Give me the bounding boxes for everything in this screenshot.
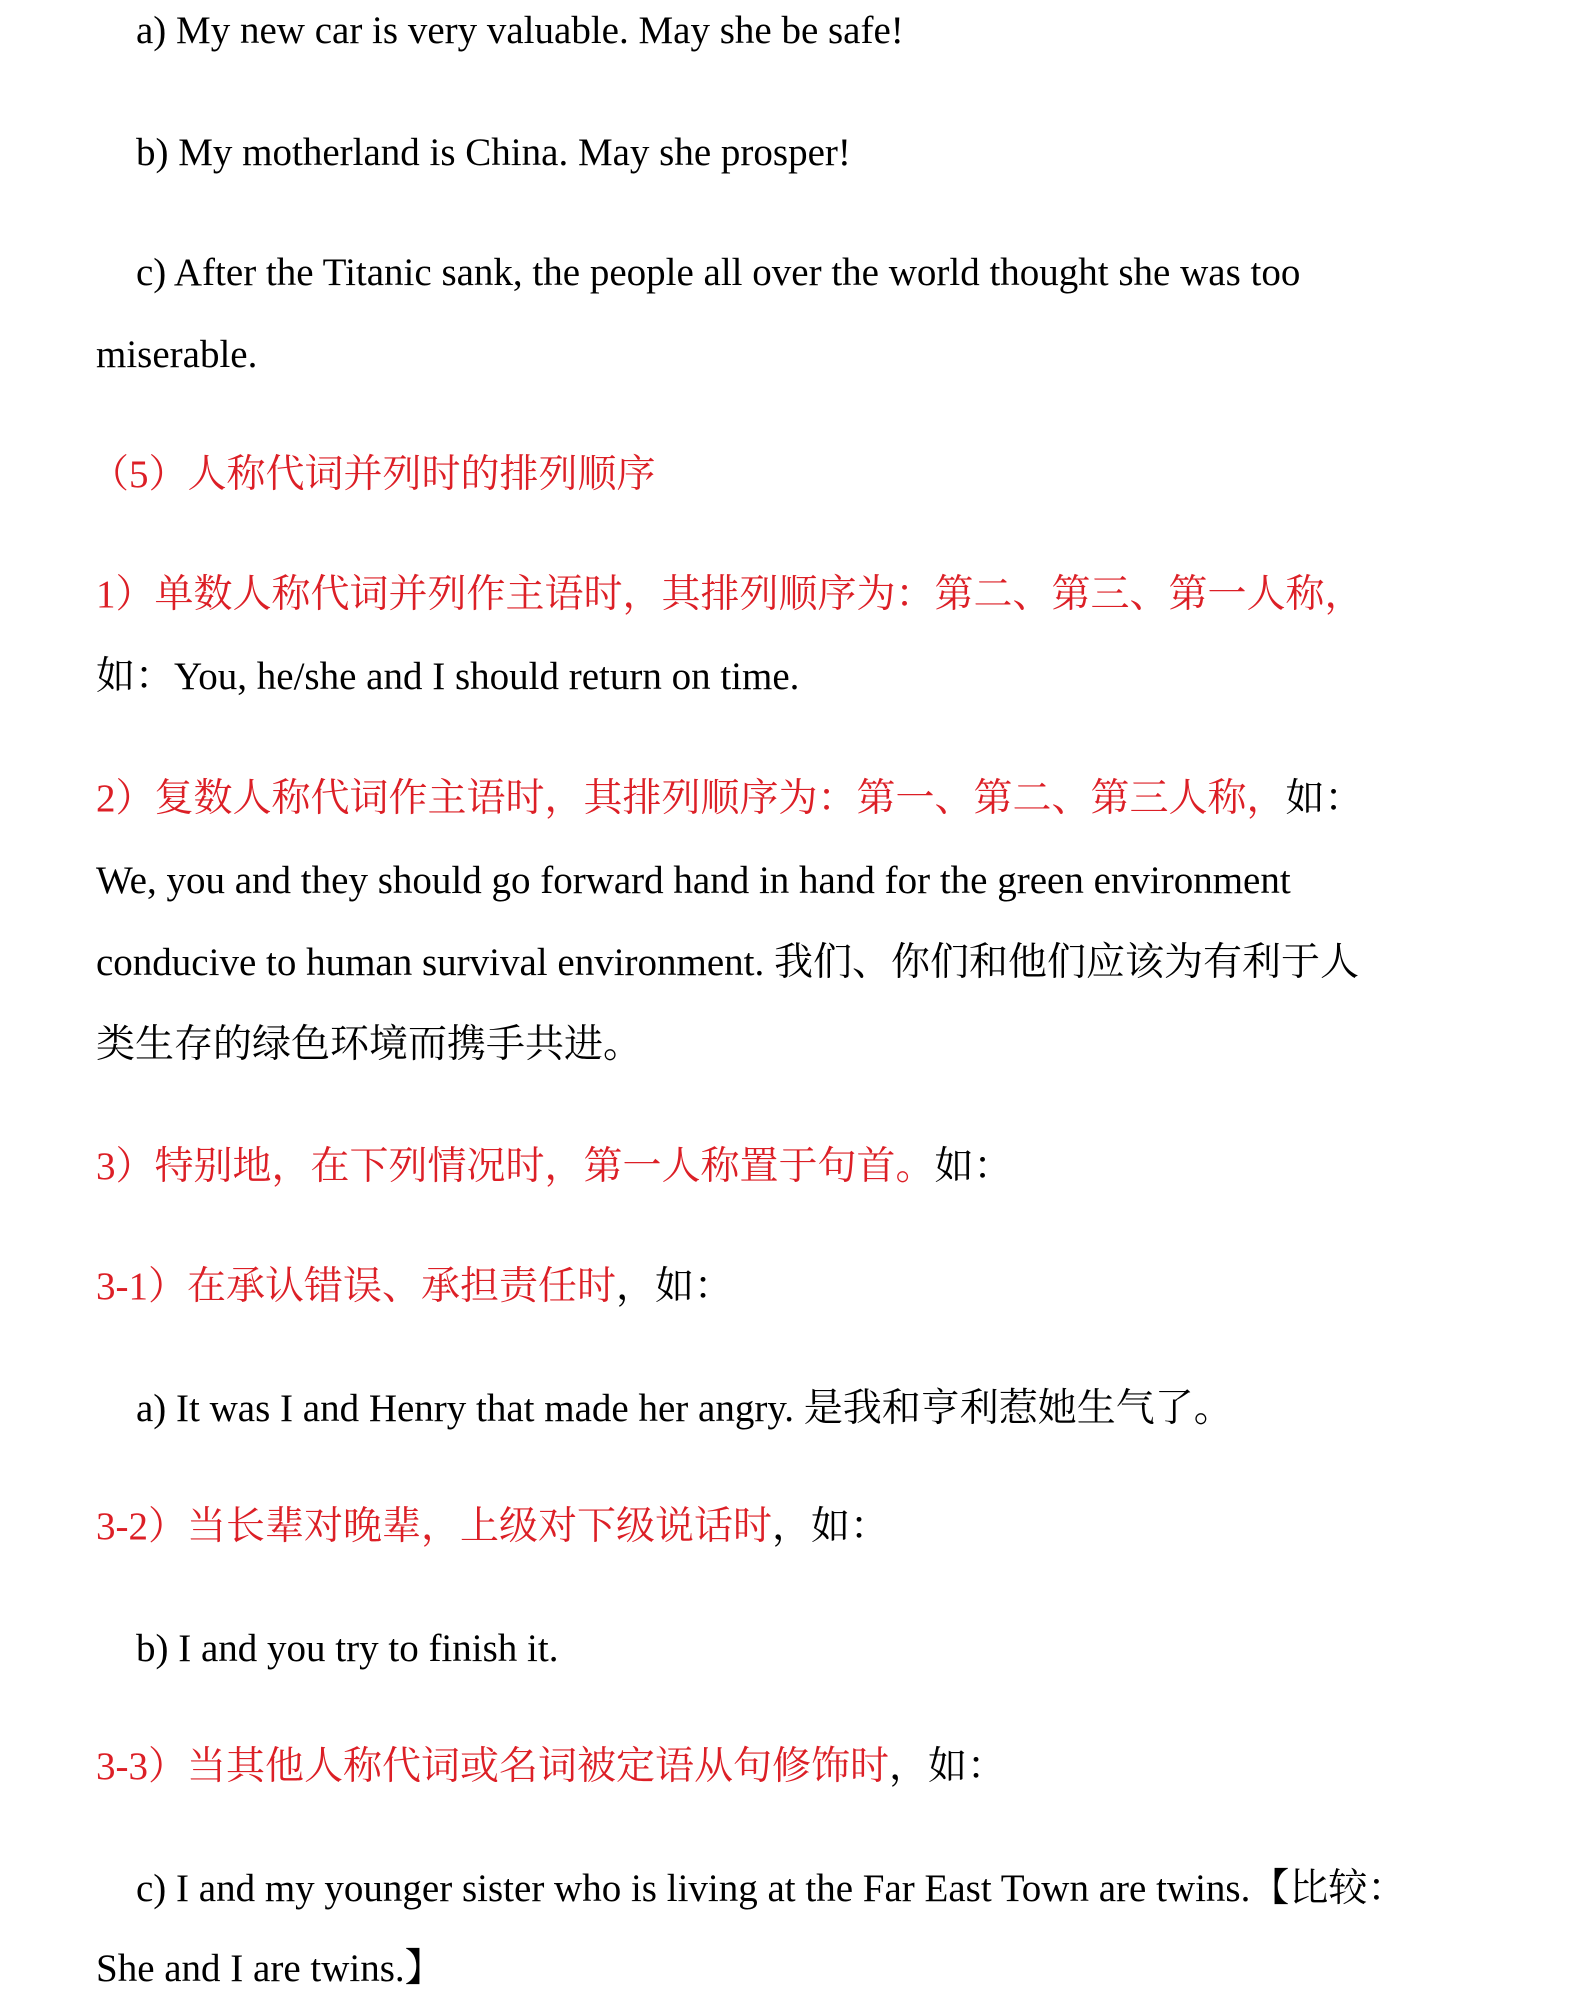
- rule-3-1-heading-line: [96, 1262, 733, 1312]
- rule-2-ru-label: 如：: [1285, 777, 1364, 820]
- example-c-twins-line2: She and I are twins.】: [96, 1947, 444, 1990]
- rule-2-example-line1: We, you and they should go forward hand in hand for the green environment: [96, 859, 1291, 902]
- rule-2-heading-line: [96, 774, 1364, 824]
- rule-3-2-ru-label: ，如：: [772, 1505, 890, 1548]
- rule-1-heading: 1）单数人称代词并列作主语时，其排列顺序为：第二、第三、第一人称，: [96, 573, 1364, 616]
- rule-2-heading: 2）复数人称代词作主语时，其排列顺序为：第一、第二、第三人称，: [96, 777, 1286, 820]
- example-b-finish: b) I and you try to finish it.: [136, 1627, 559, 1670]
- rule-3-3-ru-label: ，如：: [889, 1745, 1007, 1788]
- example-c-titanic-line2: miserable.: [96, 333, 258, 376]
- example-c-twins-line1: c) I and my younger sister who is living at the Far East Town are twins.【比较：: [136, 1867, 1407, 1910]
- section-5-heading: （5）人称代词并列时的排列顺序: [90, 453, 656, 496]
- example-a-henry: a) It was I and Henry that made her angry. 是我和亨利惹她生气了。: [136, 1387, 1233, 1430]
- rule-3-1-ru-label: ，如：: [616, 1265, 734, 1308]
- rule-2-example-line2: conducive to human survival environment. 我们、你们和他们应该为有利于人: [96, 941, 1360, 984]
- example-a-car: a) My new car is very valuable. May she be safe!: [136, 9, 904, 52]
- example-c-titanic-line1: c) After the Titanic sank, the people all over the world thought she was too: [136, 251, 1301, 294]
- rule-3-heading: 3）特别地，在下列情况时，第一人称置于句首。: [96, 1145, 935, 1188]
- rule-3-heading-line: [96, 1142, 1013, 1192]
- rule-2-example-line3: 类生存的绿色环境而携手共进。: [96, 1023, 643, 1066]
- rule-3-ru-label: 如：: [934, 1145, 1013, 1188]
- example-b-motherland: b) My motherland is China. May she prosper!: [136, 131, 851, 174]
- rule-3-1-heading: 3-1）在承认错误、承担责任时: [96, 1265, 616, 1308]
- rule-1-example: 如：You, he/she and I should return on time.: [96, 655, 800, 698]
- rule-3-2-heading: 3-2）当长辈对晚辈，上级对下级说话时: [96, 1505, 772, 1548]
- rule-3-3-heading-line: [96, 1742, 1006, 1792]
- rule-3-3-heading: 3-3）当其他人称代词或名词被定语从句修饰时: [96, 1745, 889, 1788]
- rule-3-2-heading-line: [96, 1502, 889, 1552]
